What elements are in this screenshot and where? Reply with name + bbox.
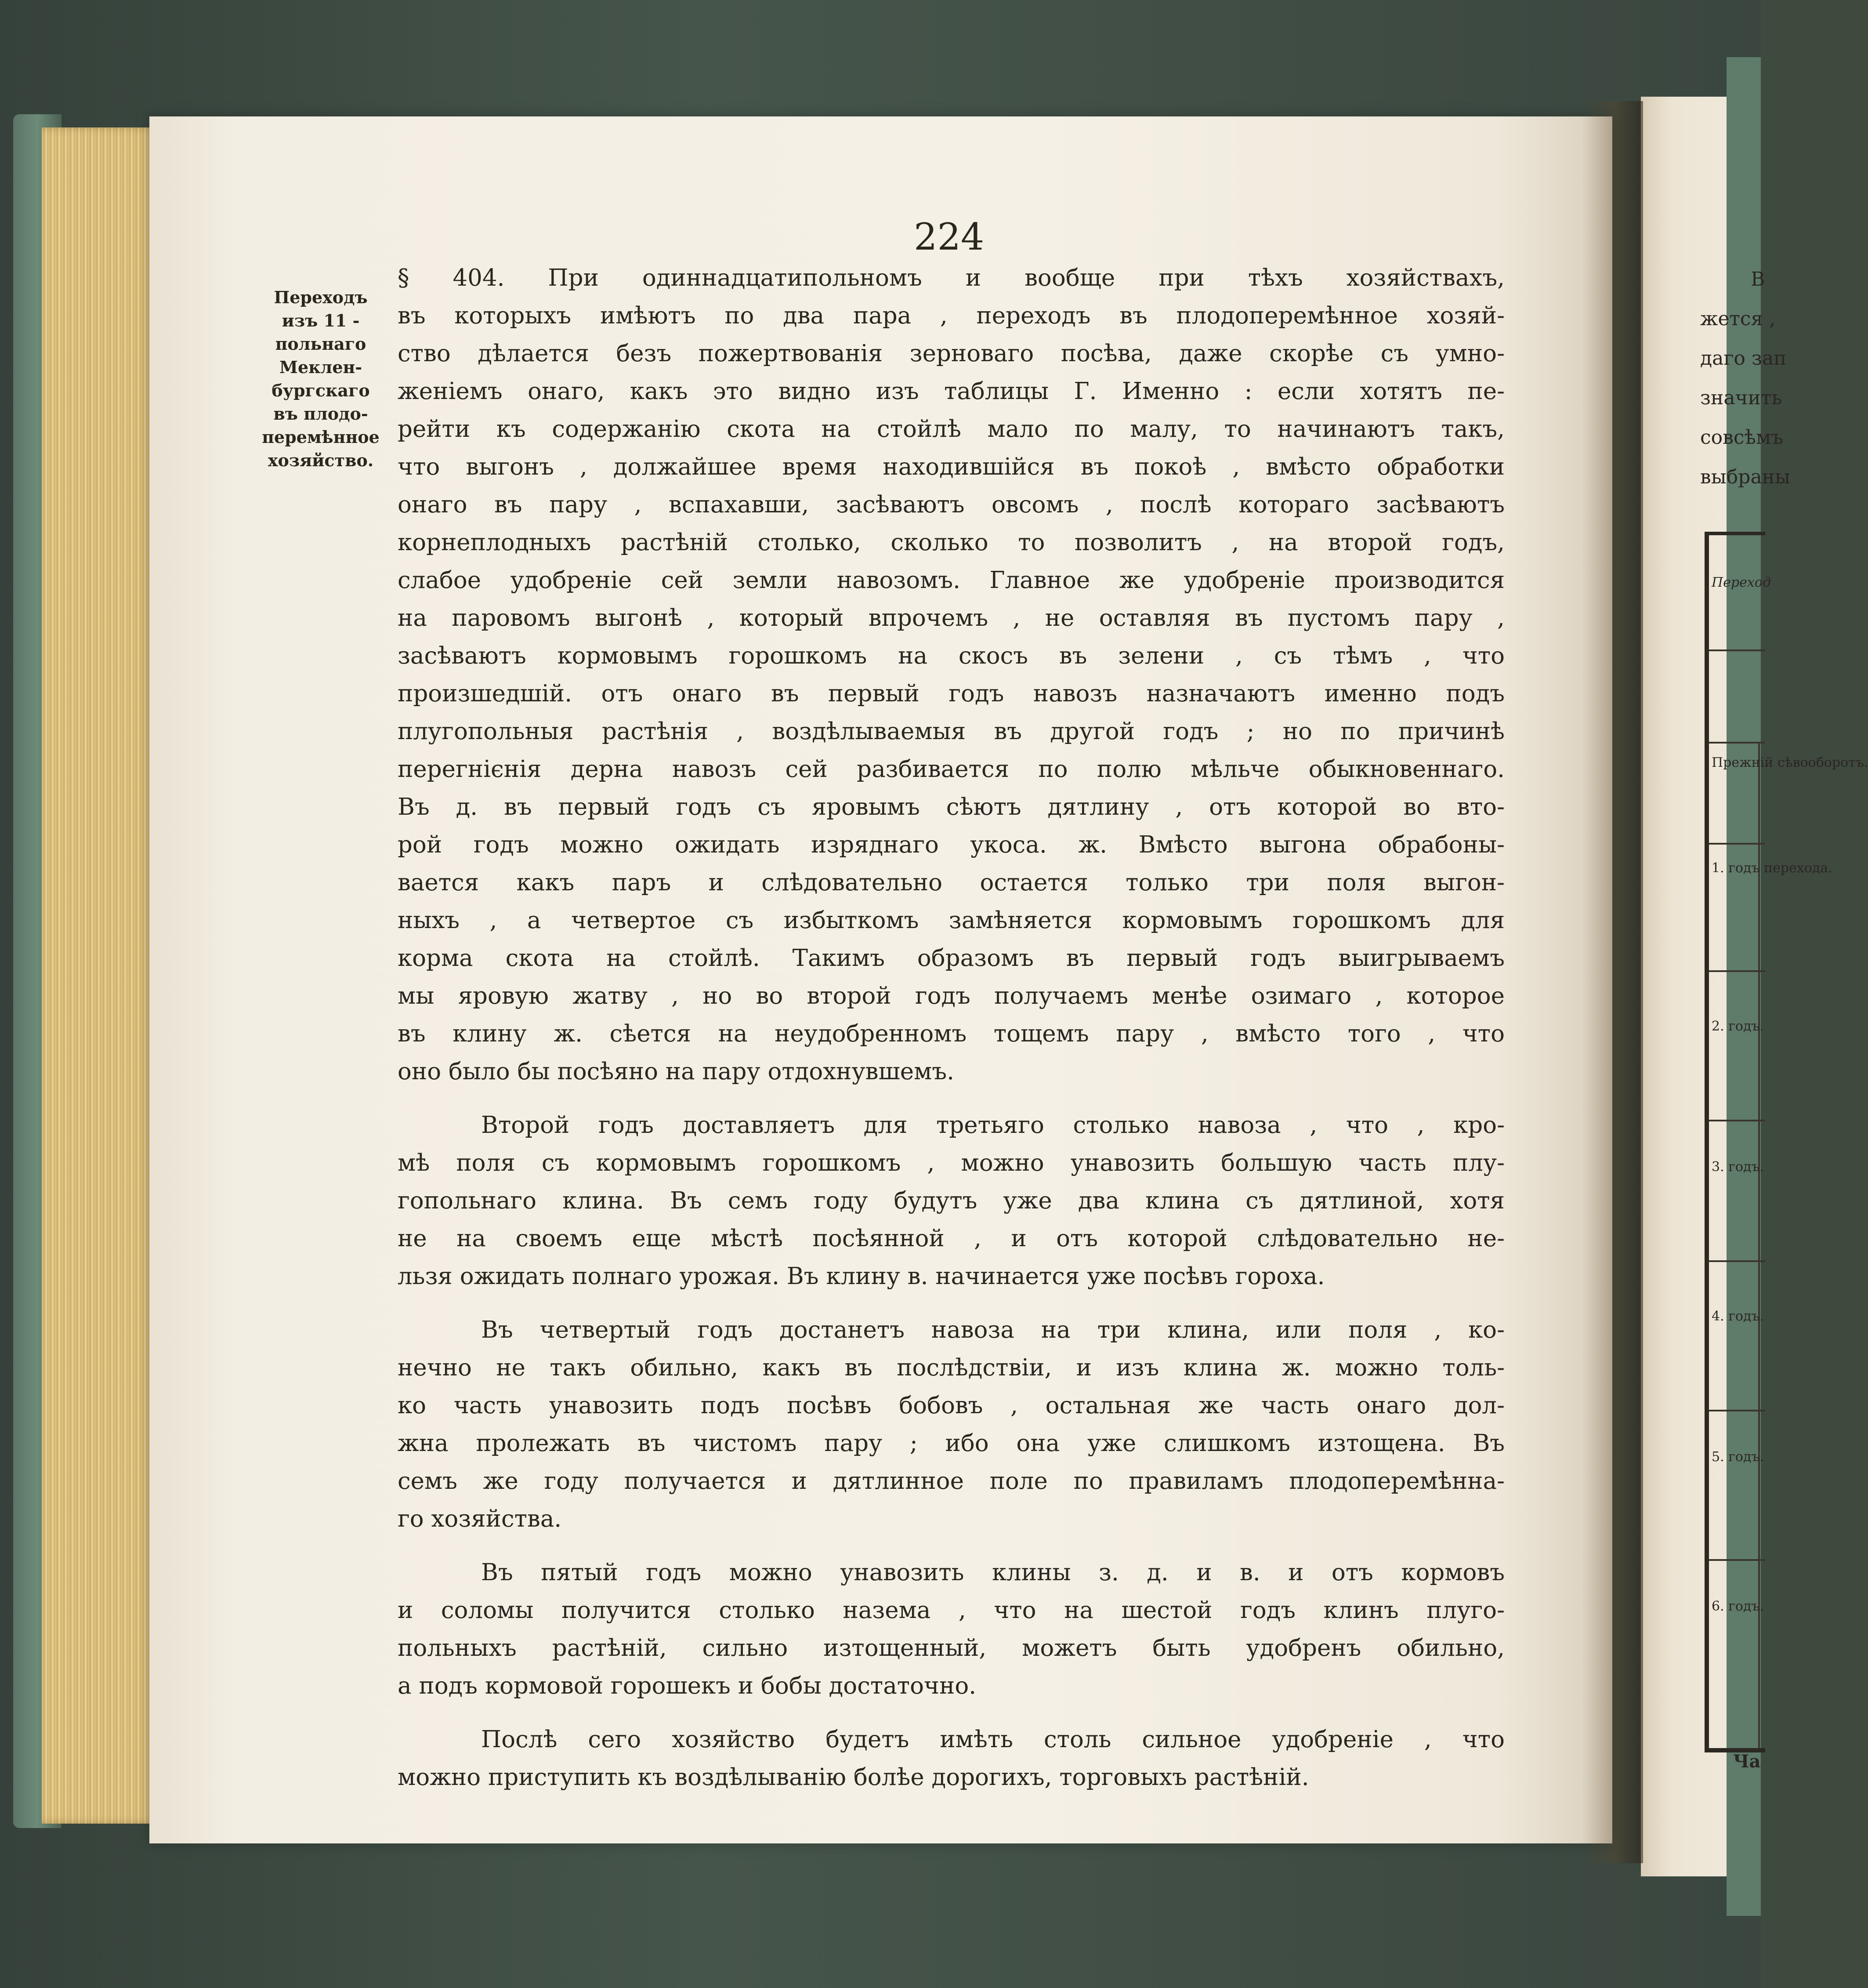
right-page-text-line: выбраны — [1700, 466, 1791, 488]
text-line: рой годъ можно ожидать изряднаго укоса. ж. Вмѣсто выгона обрабоны- — [398, 831, 1505, 858]
margin-note-line: Меклен- — [279, 357, 362, 377]
right-page-text-line: В — [1751, 268, 1765, 290]
text-line: въ которыхъ имѣютъ по два пара , переходъ въ плодоперемѣнное хозяй- — [398, 302, 1505, 329]
right-page-text-line: даго зап — [1700, 347, 1787, 370]
paragraph-gap — [398, 1295, 1505, 1311]
right-page-text-line: совсѣмъ — [1700, 426, 1784, 449]
paragraph-gap — [398, 1705, 1505, 1721]
text-line: § 404. При одиннадцатипольномъ и вообще при тѣхъ хозяйствахъ, — [398, 265, 1505, 291]
paragraph-gap — [398, 1538, 1505, 1554]
text-line: перегнієнія дерна навозъ сей разбивается по полю мѣльче обыкновеннаго. — [398, 756, 1505, 783]
text-line: ство дѣлается безъ пожертвованія зерноваго посѣва, даже скорѣе съ умно- — [398, 340, 1505, 367]
text-line: польныхъ растѣній, сильно изтощенный, можетъ быть удобренъ обильно, — [398, 1635, 1505, 1662]
table-row-label: Прежній сѣвооборотъ. — [1712, 755, 1868, 770]
right-page-text-line: значить — [1700, 387, 1782, 409]
text-line: Второй годъ доставляетъ для третьяго столько навоза , что , кро- — [481, 1112, 1505, 1139]
table-row-rule — [1709, 970, 1765, 972]
text-line: произшедшій. отъ онаго въ первый годъ навозъ назначаютъ именно подъ — [398, 680, 1505, 707]
table-row-label: 1. годъ перехода. — [1712, 860, 1832, 876]
text-line: льзя ожидать полнаго урожая. Въ клину в. начинается уже посѣвъ гороха. — [398, 1263, 1325, 1290]
text-line: и соломы получится столько назема , что на шестой годъ клинъ плуго- — [398, 1597, 1505, 1624]
text-line: что выгонъ , должайшее время находившійся въ покоѣ , вмѣсто обработки — [398, 453, 1505, 480]
table-row-rule — [1709, 1120, 1765, 1121]
margin-note-line: Переходъ — [274, 287, 368, 307]
text-line: оно было бы посѣяно на пару отдохнувшемъ. — [398, 1058, 954, 1085]
text-line: Въ пятый годъ можно унавозить клины з. д. и в. и отъ кормовъ — [481, 1559, 1505, 1586]
text-line: го хозяйства. — [398, 1506, 562, 1532]
text-line: засѣваютъ кормовымъ горошкомъ на скосъ въ зелени , съ тѣмъ , что — [398, 642, 1505, 669]
text-line: мѣ поля съ кормовымъ горошкомъ , можно унавозить большую часть плу- — [398, 1150, 1505, 1176]
text-line: корма скота на стойлѣ. Такимъ образомъ въ первый годъ выигрываемъ — [398, 945, 1505, 972]
table-row-rule — [1709, 843, 1765, 845]
margin-note-line: изъ 11 - — [282, 311, 360, 330]
text-line: семъ же году получается и дятлинное поле по правиламъ плодоперемѣнна- — [398, 1468, 1505, 1495]
text-line: жна пролежать въ чистомъ пару ; ибо она уже слишкомъ изтощена. Въ — [398, 1430, 1505, 1457]
text-line: женіемъ онаго, какъ это видно изъ таблицы Г. Именно : если хотятъ пе- — [398, 378, 1505, 405]
table-row-rule — [1709, 1559, 1765, 1561]
text-line: Въ д. въ первый годъ съ яровымъ сѣютъ дятлину , отъ которой во вто- — [398, 794, 1505, 820]
text-line: ко часть унавозить подъ посѣвъ бобовъ , остальная же часть онаго дол- — [398, 1392, 1505, 1419]
text-line: Въ четвертый годъ достанетъ навоза на три клина, или поля , ко- — [481, 1317, 1505, 1343]
margin-note — [248, 286, 393, 472]
text-line: а подъ кормовой горошекъ и бобы достаточно. — [398, 1672, 977, 1699]
text-line: въ клину ж. сѣется на неудобренномъ тощемъ пару , вмѣсто того , что — [398, 1020, 1505, 1047]
page-gutter-shadow — [1582, 101, 1643, 1863]
right-page-footer-fragment: Ча — [1733, 1751, 1761, 1772]
page-block-edges — [42, 127, 156, 1824]
table-row-rule — [1709, 742, 1765, 744]
text-line: плугопольныя растѣнія , воздѣлываемыя въ другой годъ ; но по причинѣ — [398, 718, 1505, 745]
text-line: не на своемъ еще мѣстѣ посѣянной , и отъ которой слѣдовательно не- — [398, 1225, 1505, 1252]
text-line: корнеплодныхъ растѣній столько, сколько то позволитъ , на второй годъ, — [398, 529, 1505, 556]
table-row-label: 3. годъ. — [1712, 1159, 1764, 1175]
margin-note-line: хозяйство. — [268, 450, 374, 470]
margin-note-line: въ плодо- — [273, 404, 368, 424]
table-row-rule — [1709, 1260, 1765, 1262]
text-line: можно приступить къ воздѣлыванію болѣе дорогихъ, торговыхъ растѣній. — [398, 1764, 1309, 1791]
text-line: онаго въ пару , вспахавши, засѣваютъ овсомъ , послѣ котораго засѣваютъ — [398, 491, 1505, 518]
table-header-cell: Переход — [1712, 575, 1771, 590]
text-line: вается какъ паръ и слѣдовательно остается только три поля выгон- — [398, 869, 1505, 896]
text-line: рейти къ содержанію скота на стойлѣ мало по малу, то начинаютъ такъ, — [398, 416, 1505, 443]
paragraph-gap — [398, 1091, 1505, 1106]
margin-note-line: бургскаго — [272, 381, 370, 400]
table-row-label: 5. годъ. — [1712, 1449, 1764, 1465]
table-row-label: 2. годъ. — [1712, 1019, 1764, 1034]
right-page-table — [1705, 532, 1868, 1752]
text-line: ныхъ , а четвертое съ избыткомъ замѣняется кормовымъ горошкомъ для — [398, 907, 1505, 934]
main-text — [398, 259, 1505, 1796]
text-line: нечно не такъ обильно, какъ въ послѣдствіи, и изъ клина ж. можно толь- — [398, 1354, 1505, 1381]
table-row-rule — [1709, 1410, 1765, 1411]
table-column-divider — [1758, 742, 1760, 1748]
text-line: на паровомъ выгонѣ , который впрочемъ , не оставляя въ пустомъ пару , — [398, 605, 1505, 631]
margin-note-line: польнаго — [275, 334, 366, 354]
text-line: слабое удобреніе сей земли навозомъ. Главное же удобреніе производится — [398, 567, 1505, 594]
table-row-label: 6. годъ. — [1712, 1599, 1764, 1614]
text-line: мы яровую жатву , но во второй годъ получаемъ менѣе озимаго , которое — [398, 983, 1505, 1009]
page-number: 224 — [914, 215, 985, 258]
table-row-rule — [1709, 649, 1765, 651]
margin-note-line: перемѣнное — [262, 427, 380, 447]
right-page-text-line: жется , — [1700, 308, 1776, 330]
text-line: Послѣ сего хозяйство будетъ имѣть столь сильное удобреніе , что — [481, 1726, 1505, 1753]
text-line: гопольнаго клина. Въ семъ году будутъ уже два клина съ дятлиной, хотя — [398, 1187, 1505, 1214]
table-row-label: 4. годъ. — [1712, 1309, 1764, 1324]
